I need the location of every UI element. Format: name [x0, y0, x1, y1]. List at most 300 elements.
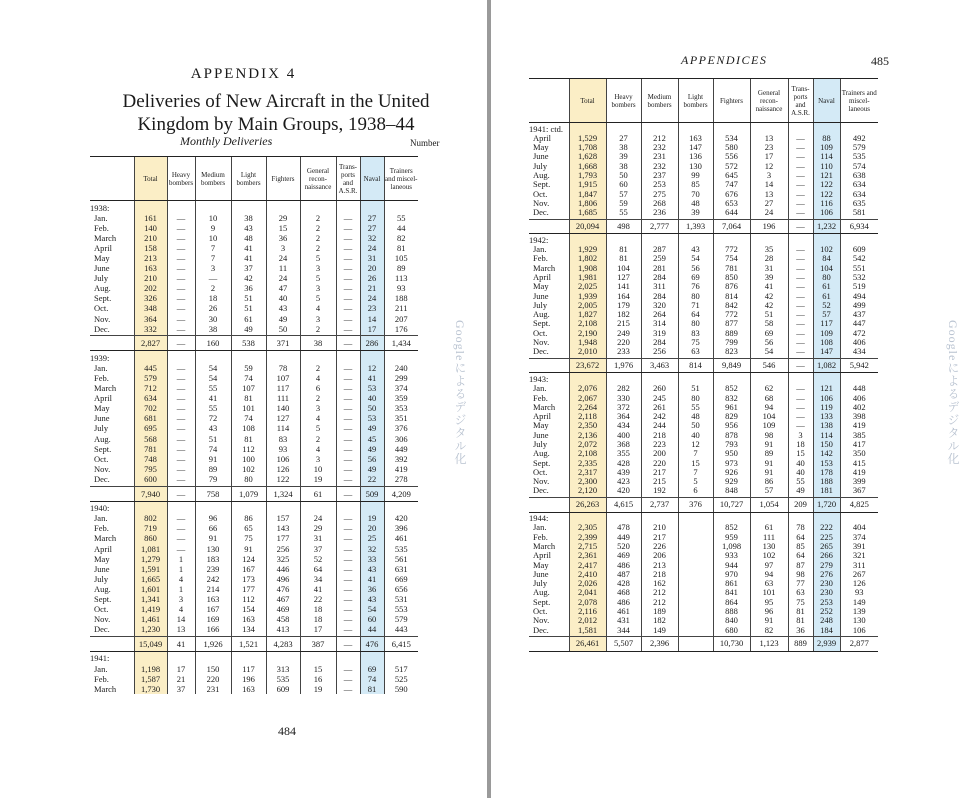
- title-line-1: Deliveries of New Aircraft in the United: [122, 91, 430, 112]
- table-cell: 104: [606, 264, 641, 273]
- table-cell: —: [788, 162, 813, 171]
- month-label: Sept.: [94, 293, 112, 304]
- total-cell: 2,877: [840, 637, 878, 651]
- table-cell: 37: [300, 544, 336, 554]
- table-cell: 2,317: [569, 468, 606, 477]
- table-cell: 15: [788, 449, 813, 458]
- table-row: [529, 588, 878, 597]
- table-cell: 719: [134, 523, 167, 533]
- table-cell: —: [788, 338, 813, 347]
- table-cell: 956: [713, 421, 750, 430]
- table-cell: 1,601: [134, 584, 167, 594]
- table-cell: 108: [813, 338, 840, 347]
- total-cell: 4,283: [266, 636, 300, 651]
- total-cell: 1,720: [813, 498, 840, 512]
- month-label: Nov.: [94, 463, 111, 474]
- table-cell: 1: [167, 584, 195, 594]
- data-table: [90, 156, 418, 694]
- month-label: Dec.: [94, 624, 110, 635]
- table-cell: 889: [713, 329, 750, 338]
- table-cell: 114: [813, 152, 840, 161]
- table-cell: 7: [195, 253, 231, 263]
- table-cell: 1,341: [134, 594, 167, 604]
- table-cell: 140: [266, 403, 300, 413]
- table-cell: 795: [134, 464, 167, 474]
- table-cell: —: [788, 180, 813, 189]
- table-cell: 39: [678, 208, 713, 217]
- table-cell: 79: [195, 474, 231, 484]
- table-cell: 24: [266, 253, 300, 263]
- total-cell: 1,926: [195, 636, 231, 651]
- table-cell: 284: [641, 273, 678, 282]
- table-cell: 91: [195, 454, 231, 464]
- table-cell: —: [336, 544, 360, 554]
- table-cell: —: [167, 403, 195, 413]
- table-cell: 53: [360, 413, 384, 423]
- table-cell: 24: [360, 243, 384, 253]
- running-head: APPENDICES: [681, 53, 768, 67]
- table-row: [90, 624, 418, 634]
- table-cell: 676: [713, 190, 750, 199]
- year-row: [90, 503, 418, 513]
- table-cell: 3: [195, 263, 231, 273]
- table-cell: 284: [641, 338, 678, 347]
- table-cell: 54: [195, 363, 231, 373]
- table-cell: 2,026: [569, 579, 606, 588]
- table-row: [90, 324, 418, 334]
- month-label: Sept.: [533, 180, 551, 190]
- total-cell: 376: [678, 498, 713, 512]
- table-row: [529, 208, 878, 217]
- table-cell: 413: [266, 624, 300, 634]
- table-cell: 572: [713, 162, 750, 171]
- table-cell: 281: [641, 264, 678, 273]
- month-label: July: [533, 300, 548, 310]
- table-cell: 206: [641, 551, 678, 560]
- table-cell: 42: [750, 301, 788, 310]
- table-cell: 2,190: [569, 329, 606, 338]
- table-cell: 19: [300, 684, 336, 694]
- table-cell: 656: [384, 584, 418, 594]
- table-cell: —: [167, 263, 195, 273]
- table-cell: 81: [606, 245, 641, 254]
- table-cell: 860: [134, 533, 167, 543]
- total-cell: 286: [360, 336, 384, 351]
- table-cell: 253: [813, 598, 840, 607]
- table-cell: 76: [678, 282, 713, 291]
- table-cell: 2: [300, 363, 336, 373]
- table-cell: —: [336, 604, 360, 614]
- table-cell: 14: [167, 614, 195, 624]
- table-row: [529, 273, 878, 282]
- total-cell: 23,672: [569, 359, 606, 373]
- table-cell: 568: [134, 434, 167, 444]
- table-cell: 492: [840, 134, 878, 143]
- table-cell: —: [195, 273, 231, 283]
- table-cell: 702: [134, 403, 167, 413]
- table-cell: 104: [750, 412, 788, 421]
- table-cell: 287: [641, 245, 678, 254]
- total-cell: 1,082: [813, 359, 840, 373]
- table-cell: 20: [360, 523, 384, 533]
- table-cell: 55: [195, 383, 231, 393]
- table-cell: 57: [813, 310, 840, 319]
- table-cell: —: [788, 134, 813, 143]
- table-cell: 579: [384, 614, 418, 624]
- table-cell: —: [167, 303, 195, 313]
- table-cell: 31: [300, 533, 336, 543]
- table-cell: —: [336, 303, 360, 313]
- table-cell: 55: [384, 213, 418, 223]
- table-cell: —: [167, 243, 195, 253]
- table-cell: 49: [360, 423, 384, 433]
- table-cell: 64: [678, 310, 713, 319]
- table-cell: 1,908: [569, 264, 606, 273]
- table-cell: 36: [266, 233, 300, 243]
- table-cell: 89: [384, 263, 418, 273]
- table-row: [90, 314, 418, 324]
- table-row: [529, 459, 878, 468]
- table-cell: 163: [134, 263, 167, 273]
- table-cell: 244: [641, 421, 678, 430]
- table-cell: —: [336, 523, 360, 533]
- table-cell: 5: [300, 423, 336, 433]
- table-cell: —: [336, 614, 360, 624]
- table-cell: 69: [678, 273, 713, 282]
- table-cell: 2,108: [569, 449, 606, 458]
- table-cell: 196: [231, 674, 266, 684]
- title-line-2: Kingdom by Main Groups, 1938–44: [137, 114, 415, 135]
- year-row: [529, 514, 878, 523]
- column-header: Naval: [360, 157, 384, 201]
- table-cell: 80: [678, 292, 713, 301]
- table-cell: —: [336, 413, 360, 423]
- table-cell: 218: [641, 570, 678, 579]
- month-label: Dec.: [533, 347, 549, 357]
- table-cell: 39: [606, 152, 641, 161]
- table-cell: —: [336, 533, 360, 543]
- total-row: [529, 637, 878, 651]
- column-header: [529, 79, 569, 123]
- table-cell: 2: [300, 233, 336, 243]
- table-cell: 461: [384, 533, 418, 543]
- table-row: [529, 468, 878, 477]
- table-cell: 50: [678, 421, 713, 430]
- table-cell: 2,108: [569, 319, 606, 328]
- table-cell: 109: [750, 421, 788, 430]
- month-label: Aug.: [533, 170, 550, 180]
- table-cell: 59: [606, 199, 641, 208]
- table-cell: 93: [266, 444, 300, 454]
- table-cell: 631: [384, 564, 418, 574]
- page-number: 484: [278, 724, 296, 738]
- table-cell: 63: [678, 347, 713, 356]
- table-cell: 799: [713, 338, 750, 347]
- table-cell: —: [336, 373, 360, 383]
- table-cell: 2,361: [569, 551, 606, 560]
- table-cell: —: [336, 403, 360, 413]
- table-row: [529, 449, 878, 458]
- table-cell: 1,587: [134, 674, 167, 684]
- table-cell: 423: [606, 477, 641, 486]
- page-title: [96, 90, 456, 136]
- table-row: [90, 664, 418, 674]
- table-cell: 105: [384, 253, 418, 263]
- month-label: Oct.: [94, 453, 109, 464]
- table-cell: 445: [134, 363, 167, 373]
- table-row: [529, 570, 878, 579]
- table-cell: 399: [840, 477, 878, 486]
- table-cell: 332: [134, 324, 167, 334]
- month-label: March: [94, 683, 117, 694]
- page-number: 485: [871, 54, 889, 68]
- total-cell: 546: [750, 359, 788, 373]
- table-cell: —: [336, 584, 360, 594]
- table-cell: 150: [813, 440, 840, 449]
- total-cell: 160: [195, 336, 231, 351]
- total-cell: 2,737: [641, 498, 678, 512]
- table-cell: 420: [384, 513, 418, 523]
- left-data-table: [90, 156, 418, 694]
- table-cell: 52: [300, 554, 336, 564]
- month-label: May: [533, 143, 549, 153]
- month-label: Feb.: [533, 532, 548, 542]
- table-cell: 1,827: [569, 310, 606, 319]
- table-cell: 7: [678, 449, 713, 458]
- table-cell: 42: [231, 273, 266, 283]
- table-cell: 402: [840, 403, 878, 412]
- table-cell: 531: [384, 594, 418, 604]
- table-cell: 551: [840, 264, 878, 273]
- total-cell: 10,730: [713, 637, 750, 651]
- table-cell: 31: [360, 253, 384, 263]
- month-label: Nov.: [533, 616, 550, 626]
- table-cell: [678, 579, 713, 588]
- table-cell: 970: [713, 570, 750, 579]
- table-cell: 49: [788, 486, 813, 495]
- table-cell: —: [167, 474, 195, 484]
- table-cell: 188: [384, 293, 418, 303]
- table-row: [529, 477, 878, 486]
- table-cell: 167: [195, 604, 231, 614]
- table-cell: 467: [266, 594, 300, 604]
- table-cell: —: [336, 423, 360, 433]
- table-cell: 1,939: [569, 292, 606, 301]
- table-cell: 579: [134, 373, 167, 383]
- table-cell: 58: [750, 319, 788, 328]
- table-cell: 81: [384, 243, 418, 253]
- table-cell: —: [336, 574, 360, 584]
- table-cell: 888: [713, 607, 750, 616]
- table-cell: 579: [840, 143, 878, 152]
- table-cell: 385: [840, 431, 878, 440]
- table-cell: 478: [606, 523, 641, 532]
- table-row: [90, 574, 418, 584]
- table-cell: 15: [678, 459, 713, 468]
- table-cell: 2,076: [569, 384, 606, 393]
- table-row: [529, 551, 878, 560]
- table-cell: 53: [360, 383, 384, 393]
- table-cell: 83: [678, 329, 713, 338]
- total-cell: 3,463: [641, 359, 678, 373]
- table-cell: —: [167, 373, 195, 383]
- table-cell: 351: [384, 413, 418, 423]
- total-cell: 2,939: [813, 637, 840, 651]
- table-cell: 5: [300, 253, 336, 263]
- table-cell: 842: [713, 301, 750, 310]
- table-cell: 12: [750, 162, 788, 171]
- table-row: [529, 292, 878, 301]
- table-cell: 517: [384, 664, 418, 674]
- table-cell: 2,012: [569, 616, 606, 625]
- table-cell: 63: [750, 579, 788, 588]
- table-cell: 10: [195, 233, 231, 243]
- table-cell: 534: [713, 134, 750, 143]
- total-cell: 814: [678, 359, 713, 373]
- table-cell: 6: [300, 383, 336, 393]
- table-cell: —: [336, 324, 360, 334]
- table-cell: 43: [266, 303, 300, 313]
- table-row: [529, 310, 878, 319]
- table-cell: —: [336, 233, 360, 243]
- total-cell: 1,976: [606, 359, 641, 373]
- year-label: 1939:: [90, 352, 110, 363]
- table-cell: 600: [134, 474, 167, 484]
- table-cell: —: [336, 454, 360, 464]
- total-row: [529, 498, 878, 512]
- table-cell: 2,041: [569, 588, 606, 597]
- table-cell: 136: [678, 152, 713, 161]
- table-cell: 202: [134, 283, 167, 293]
- table-cell: 396: [384, 523, 418, 533]
- table-cell: 240: [384, 363, 418, 373]
- table-cell: 70: [678, 190, 713, 199]
- table-cell: 695: [134, 423, 167, 433]
- table-row: [90, 564, 418, 574]
- table-cell: 645: [713, 171, 750, 180]
- table-cell: 580: [713, 143, 750, 152]
- total-cell: 1,054: [750, 498, 788, 512]
- table-cell: 50: [266, 324, 300, 334]
- table-cell: 1,685: [569, 208, 606, 217]
- table-cell: 10: [195, 213, 231, 223]
- table-row: [90, 253, 418, 263]
- table-cell: 223: [641, 440, 678, 449]
- table-cell: 91: [231, 544, 266, 554]
- table-cell: 43: [195, 423, 231, 433]
- total-cell: 7,940: [134, 486, 167, 501]
- table-cell: 38: [231, 213, 266, 223]
- table-cell: 226: [641, 542, 678, 551]
- table-cell: 114: [266, 423, 300, 433]
- table-cell: —: [788, 190, 813, 199]
- right-page: [491, 0, 978, 798]
- table-cell: 94: [750, 570, 788, 579]
- table-row: [529, 347, 878, 356]
- month-label: Jan.: [94, 513, 108, 524]
- table-cell: 2,120: [569, 486, 606, 495]
- table-cell: 11: [266, 263, 300, 273]
- table-cell: 52: [813, 301, 840, 310]
- table-row: [529, 338, 878, 347]
- month-label: Sept.: [533, 597, 551, 607]
- table-cell: 1,581: [569, 626, 606, 635]
- table-cell: 121: [813, 384, 840, 393]
- month-label: Aug.: [533, 588, 550, 598]
- table-cell: 150: [195, 664, 231, 674]
- table-cell: 44: [384, 223, 418, 233]
- table-cell: —: [336, 363, 360, 373]
- month-label: Oct.: [94, 303, 109, 314]
- table-cell: 802: [134, 513, 167, 523]
- table-cell: 86: [750, 477, 788, 486]
- month-label: Aug.: [533, 310, 550, 320]
- table-cell: 93: [384, 283, 418, 293]
- table-row: [90, 413, 418, 423]
- table-cell: 553: [384, 604, 418, 614]
- table-cell: 111: [750, 533, 788, 542]
- table-cell: 17: [750, 152, 788, 161]
- table-cell: 476: [266, 584, 300, 594]
- table-cell: 245: [641, 394, 678, 403]
- table-cell: 2: [195, 283, 231, 293]
- table-cell: 653: [713, 199, 750, 208]
- table-row: [529, 598, 878, 607]
- table-row: [90, 263, 418, 273]
- table-row: [90, 684, 418, 694]
- table-cell: —: [167, 544, 195, 554]
- total-cell: 61: [300, 486, 336, 501]
- total-cell: 209: [788, 498, 813, 512]
- table-cell: 214: [195, 584, 231, 594]
- table-cell: —: [336, 393, 360, 403]
- table-cell: [678, 533, 713, 542]
- month-label: Nov.: [94, 313, 111, 324]
- total-cell: —: [336, 336, 360, 351]
- year-row: [529, 375, 878, 384]
- table-cell: 781: [134, 444, 167, 454]
- table-cell: 9: [195, 223, 231, 233]
- table-cell: 1,708: [569, 143, 606, 152]
- table-cell: 434: [840, 347, 878, 356]
- table-cell: 535: [840, 152, 878, 161]
- table-cell: 1,915: [569, 180, 606, 189]
- total-cell: 26,461: [569, 637, 606, 651]
- month-label: Aug.: [94, 433, 111, 444]
- table-cell: 1,198: [134, 664, 167, 674]
- table-row: [90, 273, 418, 283]
- table-cell: 3: [300, 263, 336, 273]
- table-cell: 139: [840, 607, 878, 616]
- table-cell: 233: [606, 347, 641, 356]
- table-cell: 29: [300, 523, 336, 533]
- total-row: [90, 636, 418, 651]
- table-row: [90, 434, 418, 444]
- table-cell: 130: [840, 616, 878, 625]
- table-cell: 2,399: [569, 533, 606, 542]
- table-cell: 37: [167, 684, 195, 694]
- table-cell: 33: [360, 554, 384, 564]
- table-cell: 184: [813, 626, 840, 635]
- table-cell: 189: [641, 607, 678, 616]
- table-cell: —: [788, 254, 813, 263]
- table-cell: 60: [360, 614, 384, 624]
- month-label: Oct.: [533, 189, 548, 199]
- total-cell: —: [336, 486, 360, 501]
- right-data-table: [529, 78, 878, 652]
- total-cell: 9,849: [713, 359, 750, 373]
- column-header: Trans-ports and A.S.R.: [788, 79, 813, 123]
